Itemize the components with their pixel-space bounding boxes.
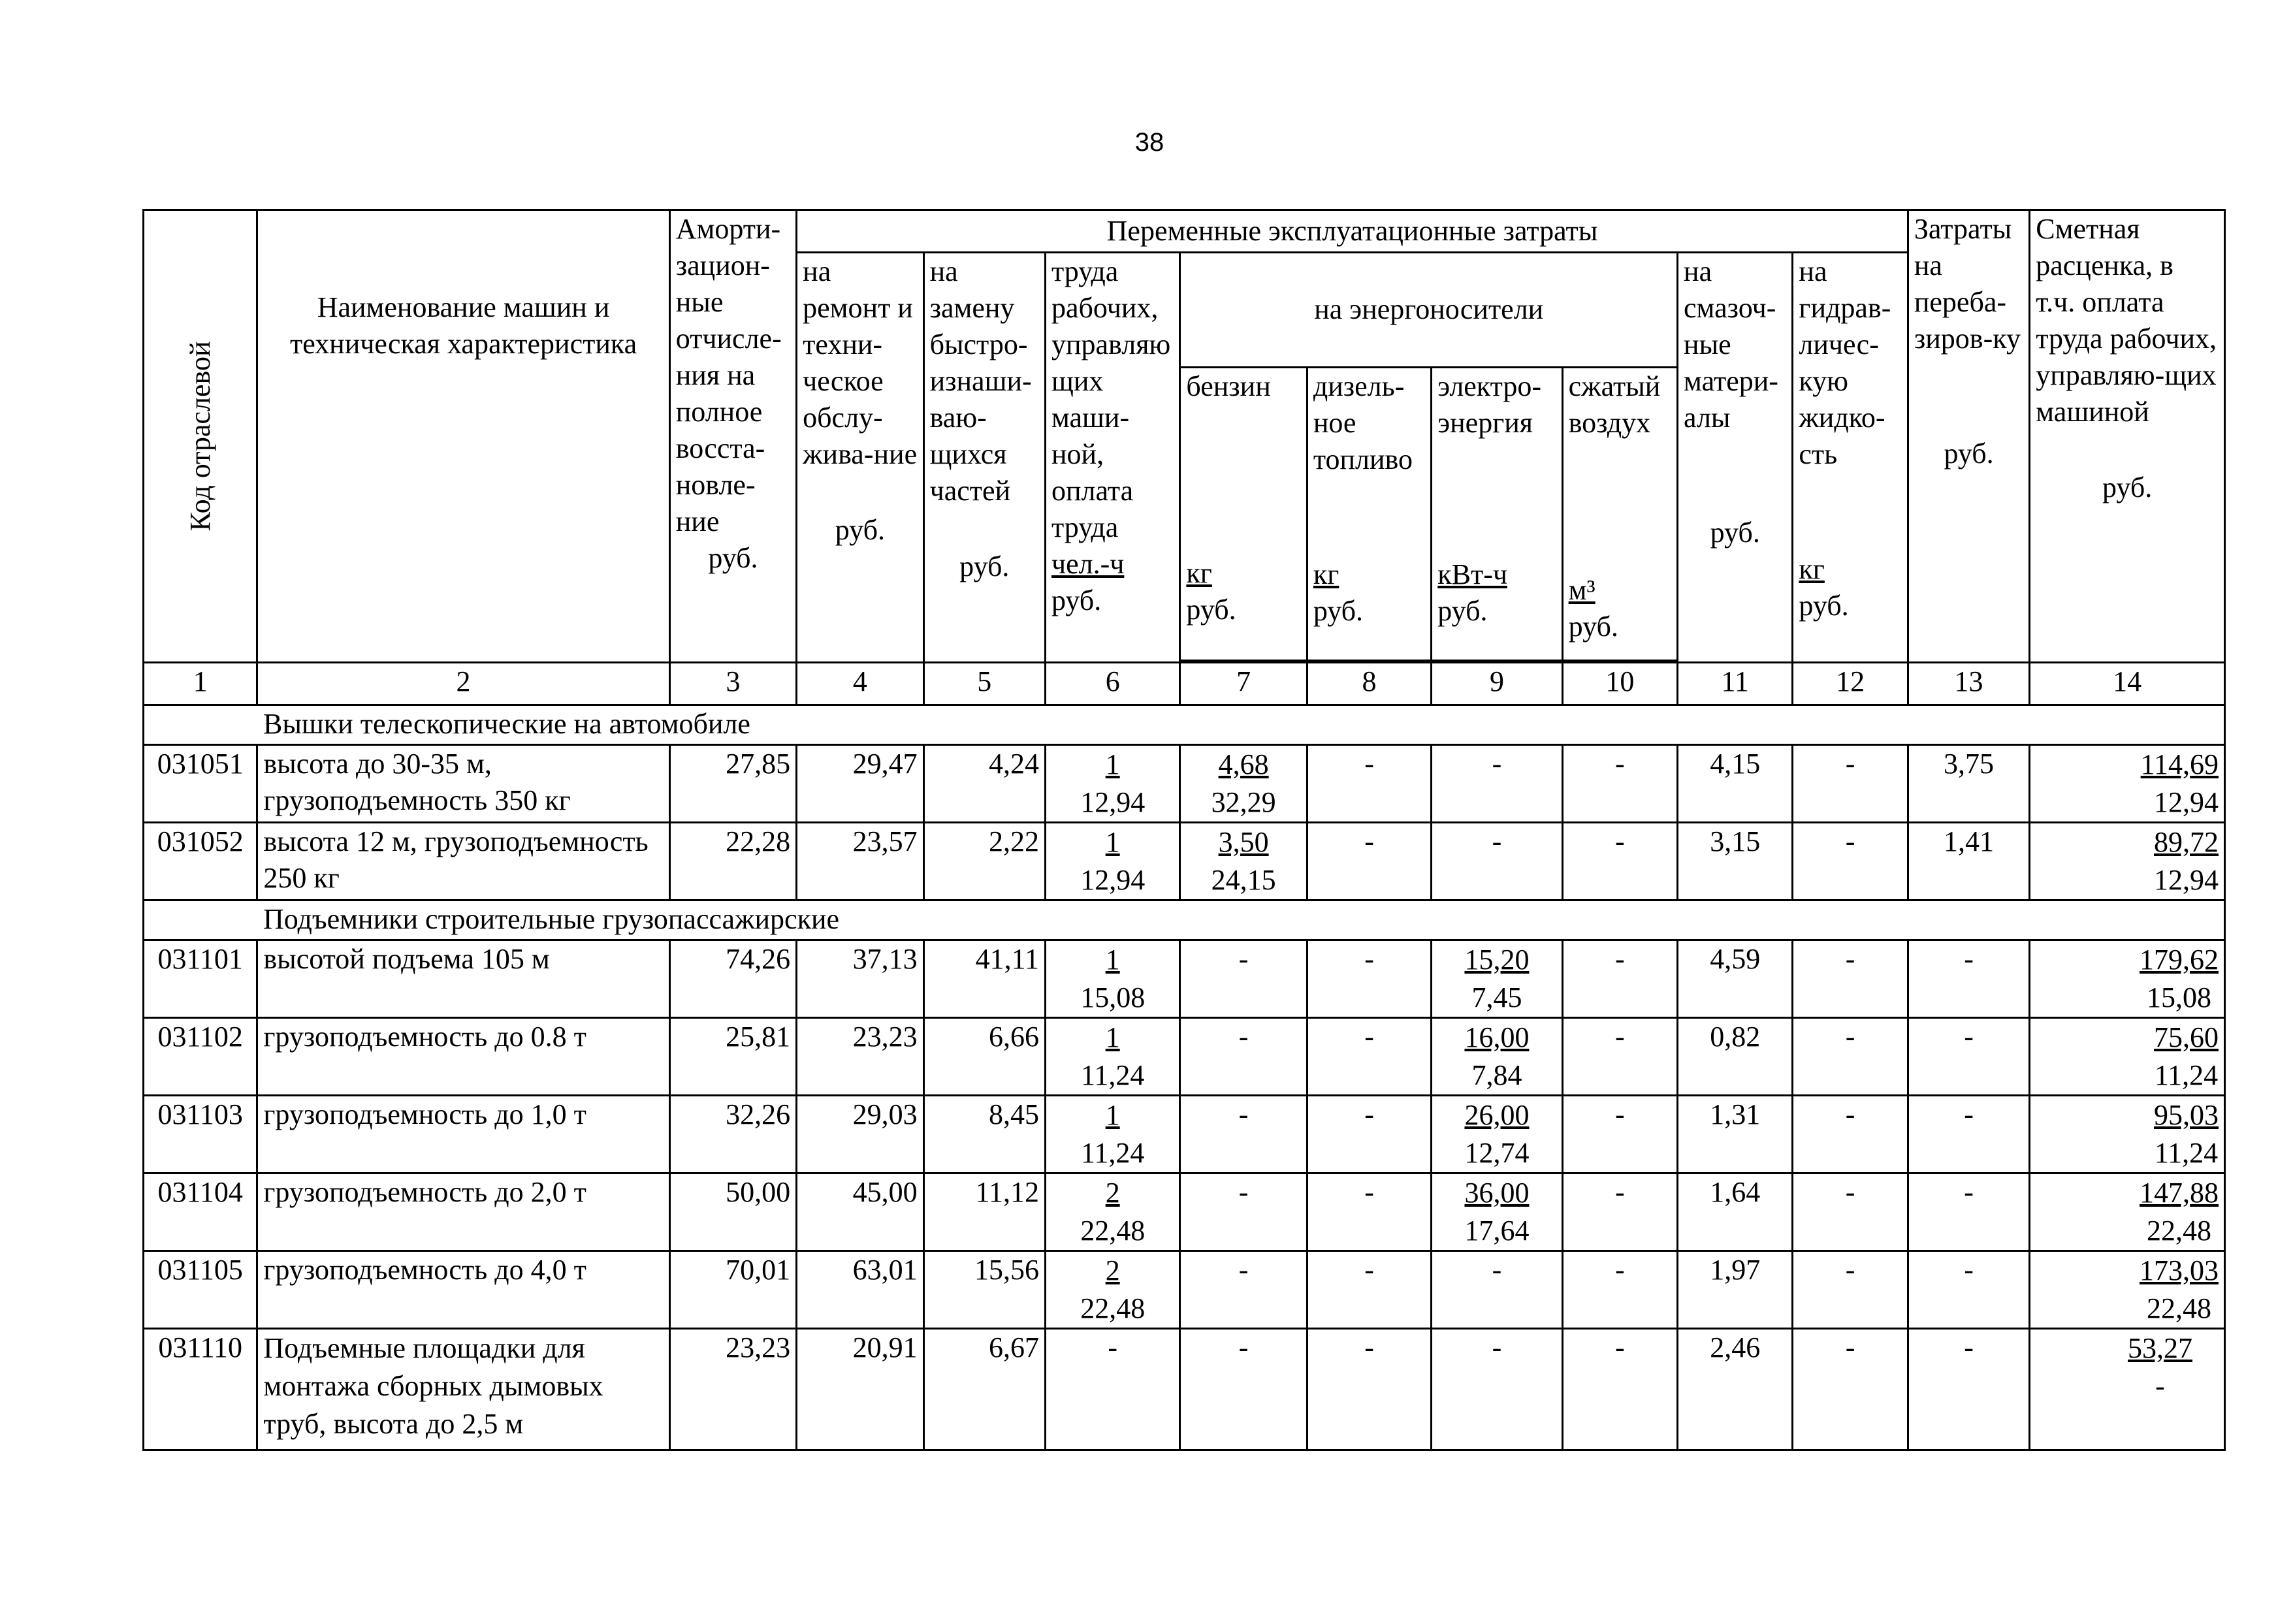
col-num: 8 (1307, 663, 1431, 705)
row-hydraulic: - (1793, 1329, 1908, 1450)
row-amort: 50,00 (669, 1173, 796, 1251)
header-variable-costs: Переменные эксплуатационные затраты (797, 210, 1908, 253)
header-electric-label: электро-энергия (1437, 370, 1542, 439)
row-repair: 29,47 (797, 745, 923, 823)
row-rate (2030, 823, 2225, 900)
row-amort: 22,28 (669, 823, 796, 900)
row-hydraulic: - (1793, 1018, 1908, 1096)
row-petrol (1180, 823, 1307, 900)
col-num: 4 (797, 663, 923, 705)
row-hydraulic: - (1793, 1096, 1908, 1173)
unit-repair: руб. (835, 514, 885, 546)
header-repair-label: на ремонт и техни-ческое обслу-жива-ние (803, 255, 918, 470)
row-lube: 1,64 (1678, 1173, 1793, 1251)
row-relocation: - (1908, 1096, 2029, 1173)
row-air: - (1562, 1329, 1677, 1450)
col-num: 5 (923, 663, 1045, 705)
row-lube: 1,97 (1678, 1251, 1793, 1329)
row-lube: 3,15 (1678, 823, 1793, 900)
electric-top: 16,00 (1464, 1021, 1530, 1053)
row-replace: 6,67 (923, 1329, 1045, 1450)
row-code: 031051 (144, 745, 257, 823)
unit-amort: руб. (708, 542, 758, 574)
rate-bot: 22,48 (2147, 1292, 2211, 1324)
row-hydraulic: - (1793, 940, 1908, 1018)
unit-lube: руб. (1710, 517, 1760, 549)
row-lube: 0,82 (1678, 1018, 1793, 1096)
petrol-bot: 32,29 (1211, 786, 1276, 818)
header-row-1 (144, 210, 2225, 253)
unit-electric-bot: руб. (1437, 594, 1488, 627)
row-replace: 4,24 (923, 745, 1045, 823)
header-labor-label: труда рабочих, управляю щих маши-ной, оплата труда (1051, 255, 1171, 543)
row-air: - (1562, 1251, 1677, 1329)
row-relocation: 1,41 (1908, 823, 2029, 900)
row-labor (1045, 1096, 1179, 1173)
table-row (144, 823, 2225, 900)
row-rate (2030, 940, 2225, 1018)
table-row (144, 1018, 2225, 1096)
electric-bot: 7,45 (1471, 981, 1522, 1013)
row-amort: 23,23 (669, 1329, 796, 1450)
unit-relocation: руб. (1944, 438, 1994, 470)
header-air-label: сжатый воздух (1568, 370, 1661, 439)
unit-diesel-bot: руб. (1313, 594, 1364, 627)
row-petrol: - (1180, 1173, 1307, 1251)
row-electric: - (1432, 823, 1562, 900)
rate-top: 95,03 (2154, 1099, 2219, 1131)
row-rate (2030, 1096, 2225, 1173)
machine-cost-table (142, 209, 2226, 1451)
labor-top: 1 (1105, 826, 1120, 858)
row-repair: 45,00 (797, 1173, 923, 1251)
table-row (144, 1096, 2225, 1173)
row-repair: 29,03 (797, 1096, 923, 1173)
petrol-bot: 24,15 (1211, 864, 1276, 896)
header-electric (1432, 367, 1562, 660)
header-hydraulic-label: на гидрав-личес-кую жидко-сть (1799, 255, 1891, 470)
header-relocation-label: Затраты на переба-зиров-ку (1914, 213, 2021, 355)
col-num: 6 (1045, 663, 1179, 705)
row-code: 031101 (144, 940, 257, 1018)
header-name: Наименование машин и техническая характеристика (257, 210, 669, 663)
row-code: 031103 (144, 1096, 257, 1173)
header-petrol (1180, 367, 1307, 660)
row-electric: - (1432, 745, 1562, 823)
row-amort: 32,26 (669, 1096, 796, 1173)
rate-bot: 15,08 (2147, 981, 2211, 1013)
unit-air-bot: руб. (1568, 610, 1618, 643)
row-code: 031102 (144, 1018, 257, 1096)
header-relocation (1908, 210, 2029, 663)
row-name: высота до 30-35 м, грузоподъемность 350 кг (257, 745, 669, 823)
header-replace-label: на замену быстро-изнаши-ваю-щихся частей (929, 255, 1032, 507)
petrol-top: 3,50 (1218, 826, 1269, 858)
header-replace (923, 253, 1045, 663)
electric-bot: 7,84 (1471, 1059, 1522, 1091)
rate-top: 114,69 (2140, 748, 2219, 780)
row-diesel: - (1307, 1251, 1431, 1329)
row-air: - (1562, 823, 1677, 900)
row-repair: 63,01 (797, 1251, 923, 1329)
rate-bot: 11,24 (2154, 1059, 2219, 1091)
header-lube (1678, 253, 1793, 663)
row-code: 031052 (144, 823, 257, 900)
table-row (144, 745, 2225, 823)
row-name: грузоподъемность до 1,0 т (257, 1096, 669, 1173)
rate-top: 75,60 (2154, 1021, 2219, 1053)
labor-bot: 11,24 (1081, 1137, 1145, 1169)
col-num: 9 (1432, 663, 1562, 705)
row-relocation: - (1908, 1251, 2029, 1329)
row-repair: 37,13 (797, 940, 923, 1018)
labor-top: 2 (1105, 1177, 1120, 1209)
row-labor (1045, 1251, 1179, 1329)
row-code: 031105 (144, 1251, 257, 1329)
row-amort: 25,81 (669, 1018, 796, 1096)
table-row (144, 1329, 2225, 1450)
labor-top: 1 (1105, 944, 1120, 976)
unit-labor-bot: руб. (1051, 584, 1102, 616)
header-petrol-label: бензин (1186, 370, 1271, 402)
labor-top: 1 (1105, 1021, 1120, 1053)
rate-bot: - (2155, 1370, 2165, 1402)
rate-top: 89,72 (2154, 826, 2219, 858)
unit-hydraulic-bot: руб. (1799, 590, 1849, 622)
rate-top: 173,03 (2140, 1254, 2219, 1286)
col-num: 11 (1678, 663, 1793, 705)
unit-diesel-top: кг (1313, 558, 1339, 590)
row-electric (1432, 1096, 1562, 1173)
row-air: - (1562, 745, 1677, 823)
col-num: 10 (1562, 663, 1677, 705)
rate-top: 53,27 (2128, 1332, 2192, 1364)
row-relocation: - (1908, 1329, 2029, 1450)
col-num: 13 (1908, 663, 2029, 705)
row-repair: 23,23 (797, 1018, 923, 1096)
col-num: 14 (2030, 663, 2225, 705)
row-air: - (1562, 1096, 1677, 1173)
row-repair: 20,91 (797, 1329, 923, 1450)
header-amort (669, 210, 796, 663)
row-electric (1432, 940, 1562, 1018)
unit-rate: руб. (2102, 471, 2153, 503)
electric-top: 15,20 (1464, 944, 1530, 976)
header-rate-label: Сметная расценка, в т.ч. оплата труда рабочих, управляю-щих машиной (2036, 213, 2217, 428)
row-replace: 11,12 (923, 1173, 1045, 1251)
col-num: 12 (1793, 663, 1908, 705)
row-name: грузоподъемность до 0.8 т (257, 1018, 669, 1096)
row-name: высота 12 м, грузоподъемность 250 кг (257, 823, 669, 900)
col-num: 2 (257, 663, 669, 705)
row-lube: 4,59 (1678, 940, 1793, 1018)
row-electric (1432, 1173, 1562, 1251)
unit-labor-top: чел.-ч (1051, 548, 1125, 580)
row-petrol: - (1180, 1018, 1307, 1096)
row-petrol: - (1180, 940, 1307, 1018)
row-code: 031110 (144, 1329, 257, 1450)
table-row (144, 1173, 2225, 1251)
row-name: грузоподъемность до 2,0 т (257, 1173, 669, 1251)
row-labor (1045, 1173, 1179, 1251)
row-amort: 70,01 (669, 1251, 796, 1329)
row-diesel: - (1307, 1173, 1431, 1251)
electric-top: 26,00 (1464, 1099, 1530, 1131)
labor-bot: 12,94 (1080, 864, 1146, 896)
row-lube: 1,31 (1678, 1096, 1793, 1173)
column-number-row (144, 663, 2225, 705)
row-petrol: - (1180, 1251, 1307, 1329)
row-repair: 23,57 (797, 823, 923, 900)
row-amort: 27,85 (669, 745, 796, 823)
unit-petrol-top: кг (1186, 556, 1212, 589)
row-petrol: - (1180, 1096, 1307, 1173)
row-petrol (1180, 745, 1307, 823)
row-relocation: - (1908, 940, 2029, 1018)
row-labor (1045, 823, 1179, 900)
header-lube-label: на смазоч-ные матери-алы (1684, 255, 1778, 434)
row-replace: 6,66 (923, 1018, 1045, 1096)
col-num: 7 (1180, 663, 1307, 705)
group-title-row (144, 900, 2225, 940)
unit-petrol-bot: руб. (1186, 593, 1236, 626)
rate-bot: 12,94 (2154, 864, 2219, 896)
row-air: - (1562, 1018, 1677, 1096)
row-lube: 4,15 (1678, 745, 1793, 823)
row-rate (2030, 1251, 2225, 1329)
unit-electric-top: кВт-ч (1437, 558, 1507, 590)
header-energy: на энергоносители (1180, 253, 1678, 368)
col-num: 1 (144, 663, 257, 705)
group-title: Вышки телескопические на автомобиле (144, 705, 2225, 745)
page-number: 38 (1134, 128, 1164, 157)
row-hydraulic: - (1793, 823, 1908, 900)
header-air (1562, 367, 1677, 660)
electric-bot: 12,74 (1464, 1137, 1530, 1169)
row-labor (1045, 745, 1179, 823)
electric-top: 36,00 (1464, 1177, 1530, 1209)
row-air: - (1562, 1173, 1677, 1251)
header-repair (797, 253, 923, 663)
labor-bot: 15,08 (1080, 981, 1146, 1013)
row-rate (2030, 1173, 2225, 1251)
header-amort-label: Аморти-зацион-ные отчисле-ния на полное восста-новле-ние (675, 213, 782, 537)
row-labor (1045, 1018, 1179, 1096)
unit-replace: руб. (959, 550, 1010, 582)
row-electric: - (1432, 1251, 1562, 1329)
labor-bot: 12,94 (1080, 786, 1146, 818)
row-diesel: - (1307, 1096, 1431, 1173)
labor-top: 2 (1105, 1254, 1120, 1286)
row-petrol: - (1180, 1329, 1307, 1450)
unit-hydraulic-top: кг (1799, 553, 1825, 585)
row-code: 031104 (144, 1173, 257, 1251)
rate-top: 147,88 (2140, 1177, 2219, 1209)
col-num: 3 (669, 663, 796, 705)
row-diesel: - (1307, 745, 1431, 823)
header-labor (1045, 253, 1179, 663)
row-name: грузоподъемность до 4,0 т (257, 1251, 669, 1329)
row-relocation: 3,75 (1908, 745, 2029, 823)
table-row (144, 1251, 2225, 1329)
row-lube: 2,46 (1678, 1329, 1793, 1450)
row-relocation: - (1908, 1173, 2029, 1251)
table-row (144, 940, 2225, 1018)
electric-bot: 17,64 (1464, 1215, 1530, 1247)
row-hydraulic: - (1793, 1251, 1908, 1329)
row-electric: - (1432, 1329, 1562, 1450)
row-labor (1045, 940, 1179, 1018)
labor-top: 1 (1105, 748, 1120, 780)
header-code-label: Код отраслевой (184, 341, 216, 532)
row-replace: 8,45 (923, 1096, 1045, 1173)
row-labor: - (1045, 1329, 1179, 1450)
row-electric (1432, 1018, 1562, 1096)
row-relocation: - (1908, 1018, 2029, 1096)
row-diesel: - (1307, 1018, 1431, 1096)
row-name: Подъемные площадки для монтажа сборных дымовых труб, высота до 2,5 м (257, 1329, 669, 1450)
header-code (144, 210, 257, 663)
labor-top: 1 (1105, 1099, 1120, 1131)
row-diesel: - (1307, 940, 1431, 1018)
row-replace: 15,56 (923, 1251, 1045, 1329)
group-title-row (144, 705, 2225, 745)
row-diesel: - (1307, 823, 1431, 900)
row-hydraulic: - (1793, 745, 1908, 823)
header-rate (2030, 210, 2225, 663)
row-replace: 41,11 (923, 940, 1045, 1018)
row-name: высотой подъема 105 м (257, 940, 669, 1018)
row-rate (2030, 745, 2225, 823)
row-hydraulic: - (1793, 1173, 1908, 1251)
rate-bot: 11,24 (2154, 1137, 2219, 1169)
unit-air-top: м³ (1568, 573, 1595, 606)
header-hydraulic (1793, 253, 1908, 663)
labor-bot: 11,24 (1081, 1059, 1145, 1091)
labor-bot: 22,48 (1080, 1292, 1146, 1324)
petrol-top: 4,68 (1218, 748, 1269, 780)
row-rate (2030, 1329, 2225, 1450)
row-replace: 2,22 (923, 823, 1045, 900)
row-diesel: - (1307, 1329, 1431, 1450)
row-amort: 74,26 (669, 940, 796, 1018)
rate-top: 179,62 (2140, 944, 2219, 976)
rate-bot: 22,48 (2147, 1215, 2211, 1247)
row-air: - (1562, 940, 1677, 1018)
rate-bot: 12,94 (2154, 786, 2219, 818)
header-diesel-label: дизель-ное топливо (1313, 370, 1413, 475)
group-title: Подъемники строительные грузопассажирские (144, 900, 2225, 940)
header-diesel (1307, 367, 1431, 660)
row-rate (2030, 1018, 2225, 1096)
labor-bot: 22,48 (1080, 1215, 1146, 1247)
